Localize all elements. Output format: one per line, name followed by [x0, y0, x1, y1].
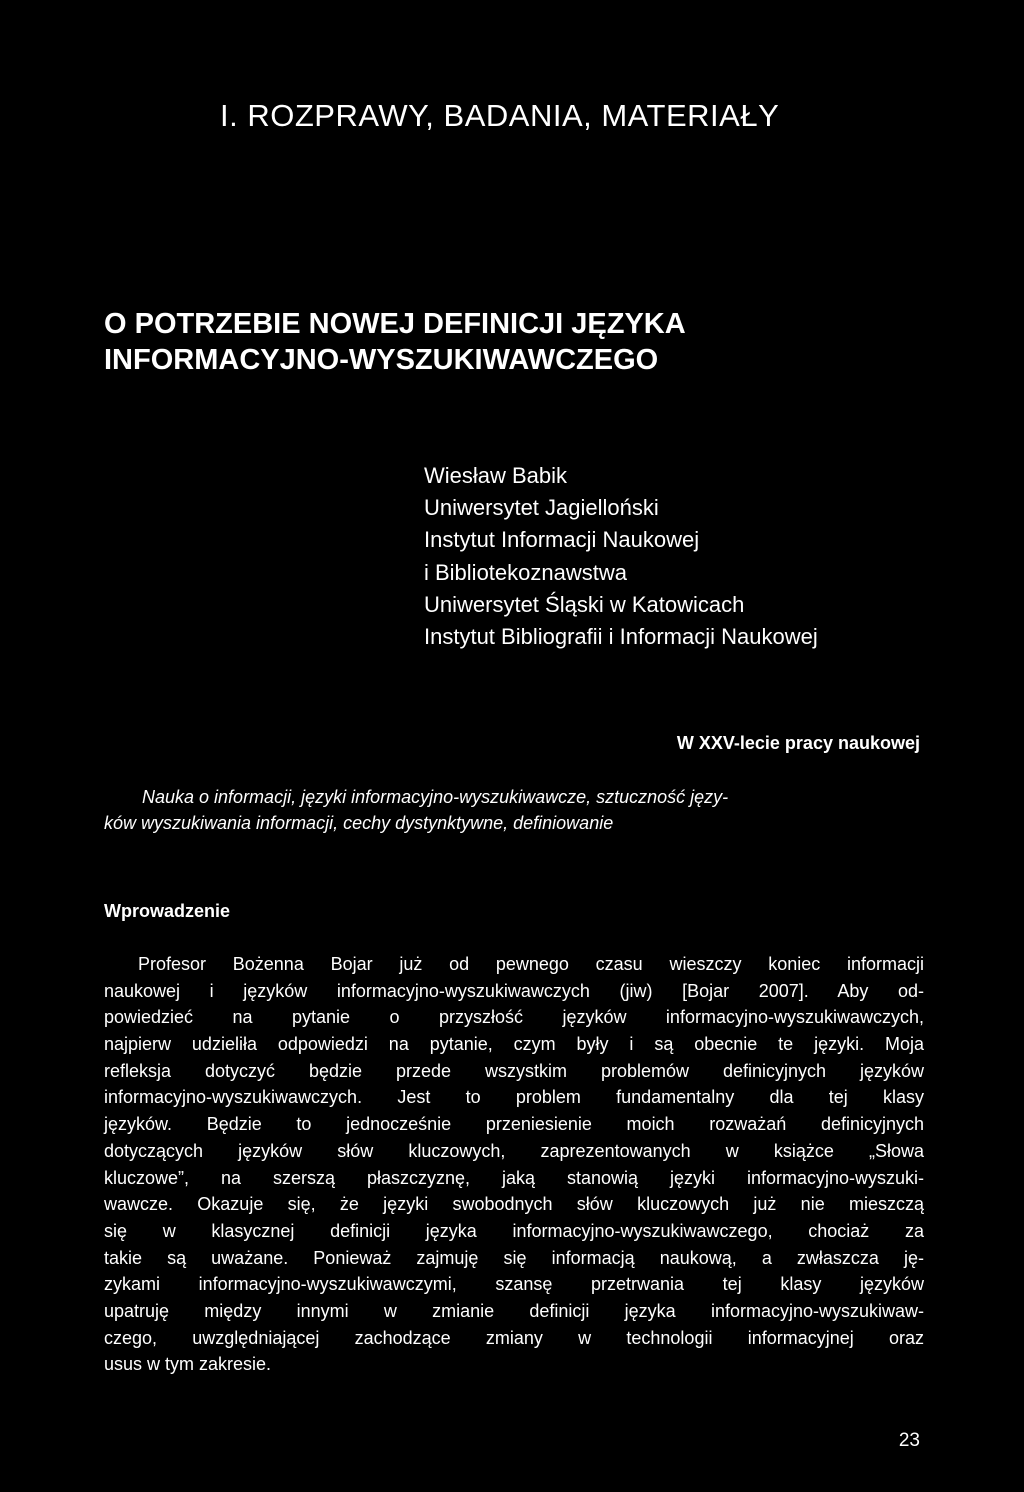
body-line: się w klasycznej definicji języka informacyjno-wyszukiwawczego, chociaż za: [104, 1220, 924, 1241]
author-affiliation: [424, 460, 818, 653]
page-number: 23: [898, 1430, 920, 1451]
body-line: informacyjno-wyszukiwawczych. Jest to problem fundamentalny dla tej klasy: [104, 1087, 924, 1108]
affiliation-line: Uniwersytet Jagielloński: [424, 495, 659, 521]
section-title: Wprowadzenie: [104, 901, 231, 921]
body-line: upatruję między innymi w zmianie definicji języka informacyjno-wyszukiwaw-: [104, 1300, 924, 1321]
body-line: języków. Będzie to jednocześnie przeniesienie moich rozważań definicyjnych: [104, 1114, 924, 1135]
dedication: W XXV-lecie pracy naukowej: [676, 733, 920, 753]
body-paragraph: [104, 951, 924, 1378]
body-line: refleksja dotyczyć będzie przede wszystkim problemów definicyjnych języków: [104, 1060, 924, 1081]
body-line: dotyczących języków słów kluczowych, zaprezentowanych w książce „Słowa: [104, 1140, 924, 1161]
body-line: czego, uwzględniającej zachodzące zmiany w technologii informacyjnej oraz: [104, 1327, 924, 1348]
body-line: naukowej i języków informacyjno-wyszukiwawczych (jiw) [Bojar 2007]. Aby od-: [104, 980, 924, 1001]
affiliation-line: Instytut Bibliografii i Informacji Naukowej: [424, 624, 818, 650]
body-line: zykami informacyjno-wyszukiwawczymi, szansę przetrwania tej klasy języków: [104, 1274, 924, 1295]
body-line: kluczowe”, na szerszą płaszczyznę, jaką stanowią języki informacyjno-wyszuki-: [104, 1167, 924, 1188]
affiliation-line: Instytut Informacji Naukowej: [424, 527, 700, 553]
section-header: I. ROZPRAWY, BADANIA, MATERIAŁY: [220, 98, 780, 133]
keywords-line: ków wyszukiwania informacji, cechy dystynktywne, definiowanie: [104, 813, 614, 833]
affiliation-line: Uniwersytet Śląski w Katowicach: [424, 591, 745, 617]
body-line: takie są uważane. Ponieważ zajmuję się informacją naukową, a zwłaszcza ję-: [104, 1247, 924, 1268]
body-line: Profesor Bożenna Bojar już od pewnego czasu wieszczy koniec informacji: [138, 954, 924, 974]
article-title: [104, 306, 924, 378]
body-line: najpierw udzieliła odpowiedzi na pytanie, czym były i są obecnie te języki. Moja: [104, 1034, 924, 1055]
article-title-line: O POTRZEBIE NOWEJ DEFINICJI JĘZYKA: [104, 308, 686, 340]
keywords-line: Nauka o informacji, języki informacyjno-wyszukiwawcze, sztuczność języ-: [142, 787, 729, 807]
keywords: [104, 784, 924, 836]
author-name: Wiesław Babik: [424, 463, 568, 488]
affiliation-line: i Bibliotekoznawstwa: [424, 559, 627, 585]
body-line: usus w tym zakresie.: [104, 1354, 272, 1375]
article-title-line: INFORMACYJNO-WYSZUKIWAWCZEGO: [104, 344, 659, 376]
body-line: wawcze. Okazuje się, że języki swobodnych słów kluczowych już nie mieszczą: [104, 1194, 924, 1215]
body-line: powiedzieć na pytanie o przyszłość języków informacyjno-wyszukiwawczych,: [104, 1007, 924, 1028]
